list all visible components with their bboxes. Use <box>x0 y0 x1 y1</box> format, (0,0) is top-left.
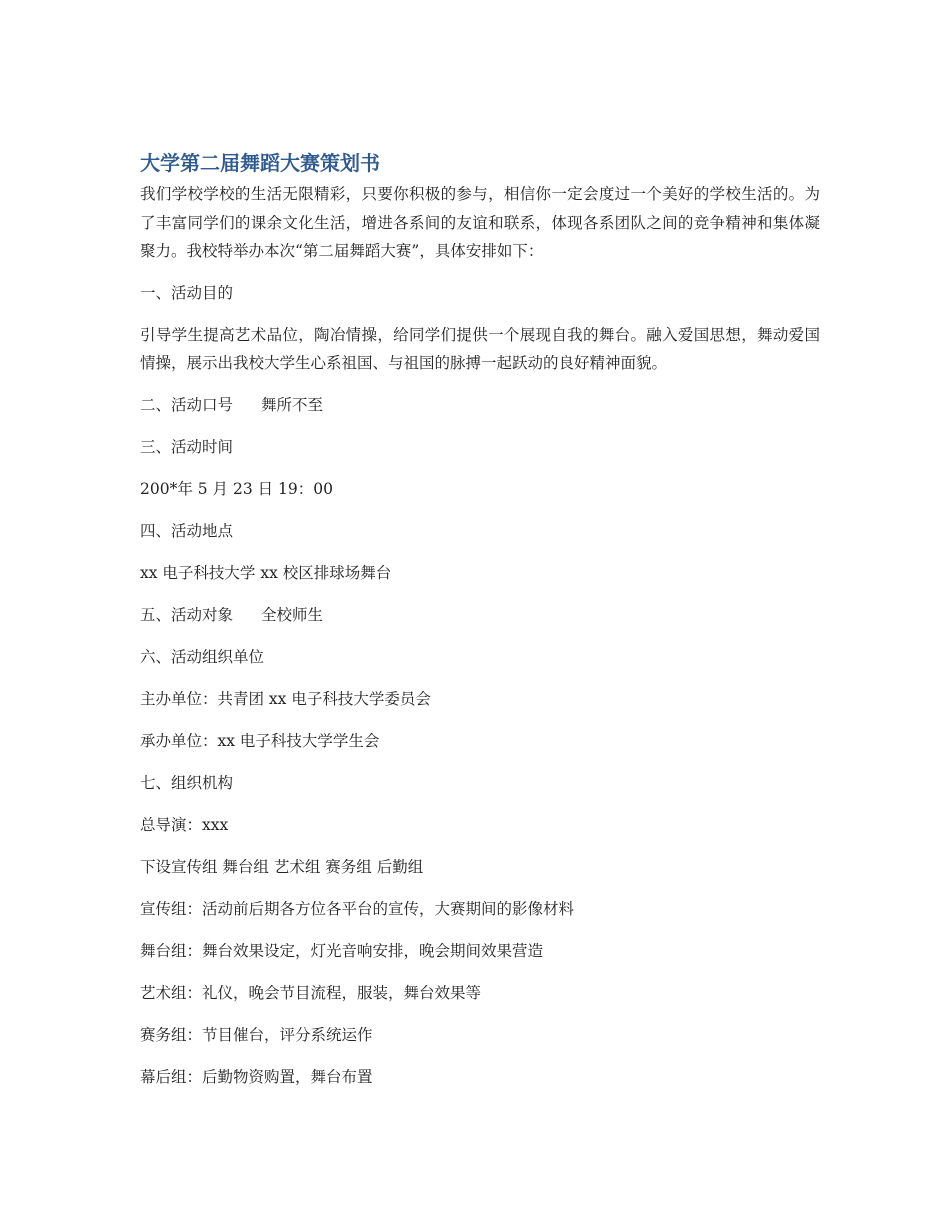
section-heading-organizers: 六、活动组织单位 <box>140 648 265 666</box>
section-heading-location: 四、活动地点 <box>140 522 234 540</box>
groups-line: 下设宣传组 舞台组 艺术组 赛务组 后勤组 <box>140 858 424 876</box>
section-heading-audience: 五、活动对象 <box>140 606 234 624</box>
location-value: xx 电子科技大学 xx 校区排球场舞台 <box>140 564 392 582</box>
audience-line <box>140 601 820 630</box>
time-value: 200*年 5 月 23 日 19：00 <box>140 480 334 498</box>
slogan-value: 舞所不至 <box>261 396 324 414</box>
section-heading-structure: 七、组织机构 <box>140 774 234 792</box>
intro-paragraph: 我们学校学校的生活无限精彩，只要你积极的参与，相信你一定会度过一个美好的学校生活的。为了丰富同学们的课余文化生活，增进各系间的友谊和联系，体现各系团队之间的竞争精神和集体凝聚力。我校特举办本次“第二届舞蹈大赛”，具体安排如下： <box>140 185 820 260</box>
purpose-paragraph: 引导学生提高艺术品位，陶冶情操，给同学们提供一个展现自我的舞台。融入爱国思想，舞动爱国情操，展示出我校大学生心系祖国、与祖国的脉搏一起跃动的良好精神面貌。 <box>140 325 820 372</box>
stage-group-line: 舞台组：舞台效果设定，灯光音响安排，晚会期间效果营造 <box>140 942 544 960</box>
audience-value: 全校师生 <box>261 606 324 624</box>
affairs-group-line: 赛务组：节目催台，评分系统运作 <box>140 1026 373 1044</box>
publicity-group-line: 宣传组：活动前后期各方位各平台的宣传，大赛期间的影像材料 <box>140 900 575 918</box>
art-group-line: 艺术组：礼仪，晚会节目流程，服装，舞台效果等 <box>140 984 482 1002</box>
director-line: 总导演：xxx <box>140 816 229 834</box>
organizer-unit: 承办单位：xx 电子科技大学学生会 <box>140 732 380 750</box>
section-heading-time: 三、活动时间 <box>140 438 234 456</box>
section-heading-slogan: 二、活动口号 <box>140 396 234 414</box>
section-heading-purpose: 一、活动目的 <box>140 283 234 302</box>
slogan-line <box>140 391 820 420</box>
host-unit: 主办单位：共青团 xx 电子科技大学委员会 <box>140 690 431 708</box>
backstage-group-line: 幕后组：后勤物资购置，舞台布置 <box>140 1068 373 1086</box>
document-page <box>140 148 820 1105</box>
document-title: 大学第二届舞蹈大赛策划书 <box>140 151 380 175</box>
